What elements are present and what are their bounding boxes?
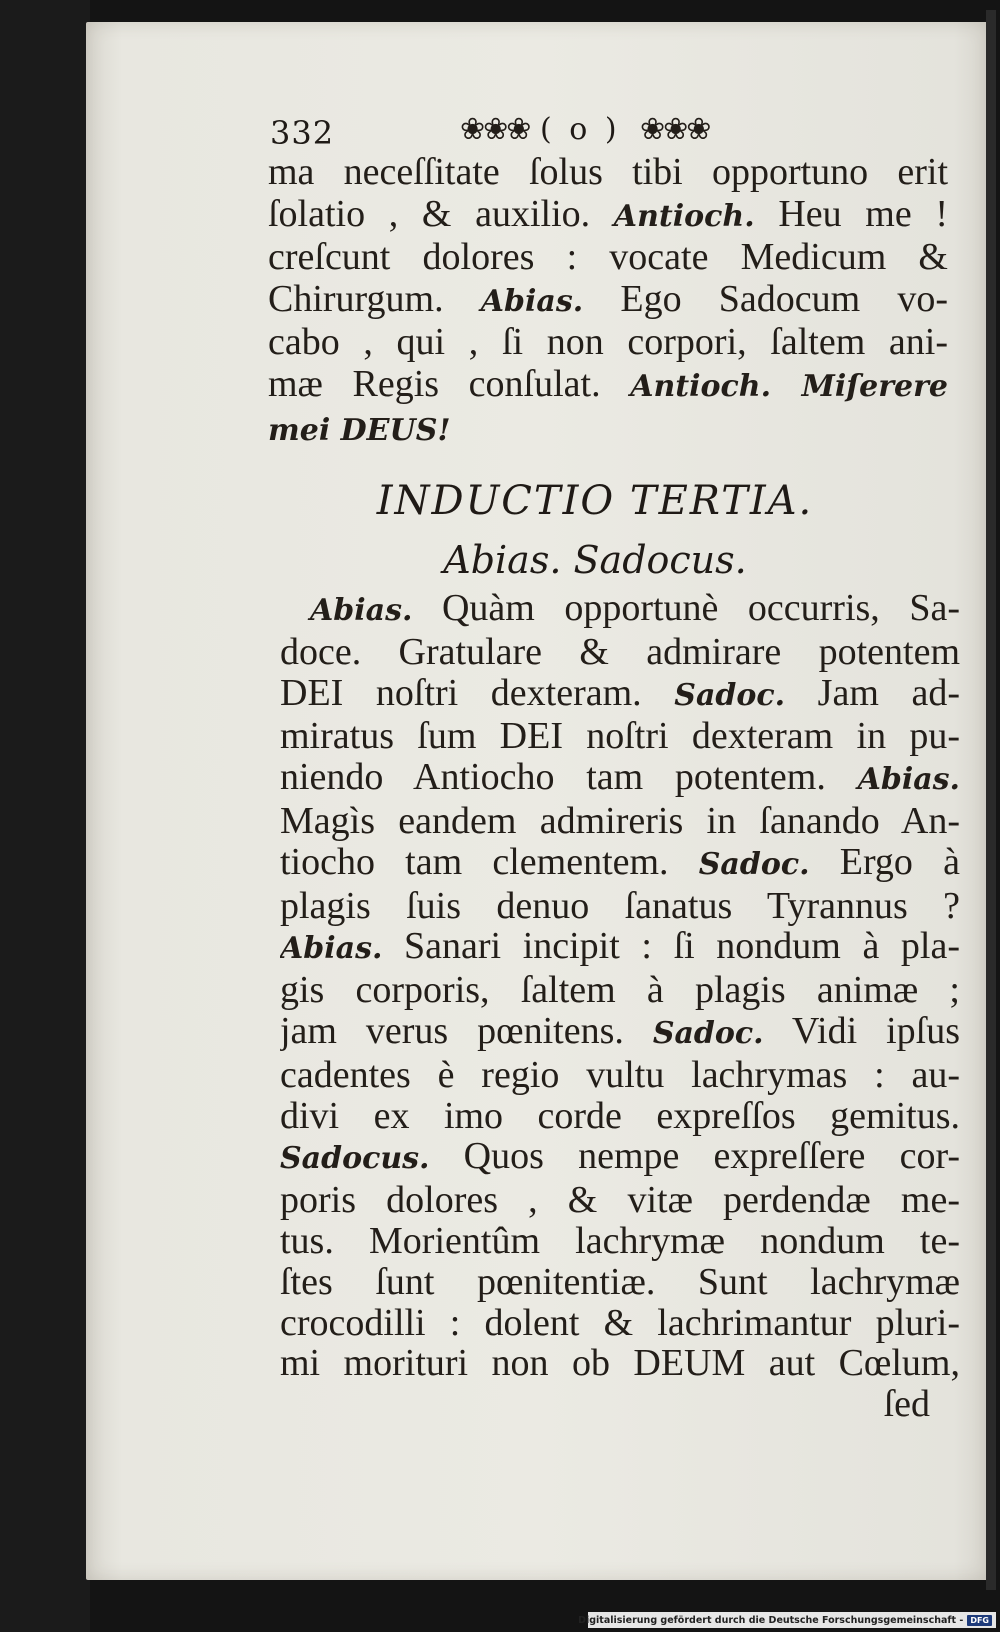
text-line [280, 588, 960, 632]
line-text: Heu me ! [754, 193, 948, 235]
line-text: tiocho tam clementem. [280, 841, 699, 883]
footer-banner [578, 1612, 996, 1628]
line-text: mi morituri non ob DEUM aut Cœlum, [280, 1343, 960, 1385]
speaker-name: Abias. [480, 283, 584, 319]
line-text: jam verus pœnitens. [280, 1010, 653, 1052]
line-text: ſolatio , & auxilio. [268, 193, 614, 235]
line-text: creſcunt dolores : vocate Medicum & [268, 237, 948, 279]
line-text: mei DEUS! [268, 412, 451, 448]
text-line [280, 842, 960, 886]
speaker-name: Sadoc. [674, 677, 786, 713]
line-text: gis corporis, ſaltem à plagis animæ ; [280, 970, 960, 1011]
text-line [268, 364, 948, 408]
text-line [280, 1343, 960, 1384]
line-text: Ergo à [809, 841, 960, 883]
line-text: Chirurgum. [268, 278, 481, 320]
speaker-name: Abias. [857, 762, 960, 798]
text-line [280, 757, 960, 801]
text-line [280, 1096, 960, 1137]
speaker-name: Sadoc. [698, 846, 810, 882]
speaker-name: Antioch. [613, 198, 755, 234]
text-line [280, 632, 960, 673]
text-line [280, 716, 960, 757]
text-line [280, 673, 960, 717]
line-text: Magìs eandem admireris in ſanando An- [280, 800, 960, 842]
line-text: niendo Antiocho tam potentem. [280, 757, 858, 799]
text-line [268, 152, 948, 194]
line-text: Ego Sadocum vo- [583, 278, 948, 320]
line-text: mæ Regis conſulat. [268, 363, 631, 405]
line-text: Quos nempe expreſſere cor- [429, 1136, 960, 1178]
ornament-left-icon: ❀❀❀ [460, 112, 530, 147]
line-text: ma neceſſitate ſolus tibi opportuno erit [268, 152, 948, 193]
line-text: divi ex imo corde expreſſos gemitus. [280, 1095, 960, 1137]
text-line [280, 970, 960, 1011]
footer-text: Digitalisierung gefördert durch die Deutsche Forschungsgemeinschaft - [578, 1614, 964, 1626]
speaker-name: Antioch. [630, 368, 772, 404]
speaker-name: Sadoc. [652, 1015, 764, 1051]
line-text: plagis ſuis denuo ſanatus Tyrannus ? [280, 885, 960, 927]
line-text: cadentes è regio vultu lachrymas : au- [280, 1054, 960, 1096]
line-text: Miſerere [771, 368, 948, 404]
speaker-name: Sadocus. [280, 1141, 430, 1177]
text-line [268, 237, 948, 279]
text-line [280, 1262, 960, 1303]
text-line [280, 1055, 960, 1096]
text-line [280, 1303, 960, 1344]
text-line [268, 279, 948, 323]
line-text: cabo , qui , ſi non corpori, ſaltem ani- [268, 322, 948, 364]
line-text: crocodilli : dolent & lachrimantur pluri- [280, 1302, 960, 1344]
line-text: Vidi ipſus [763, 1010, 960, 1052]
line-text: ſtes ſunt pœnitentiæ. Sunt lachrymæ [280, 1261, 960, 1303]
page-edge [986, 10, 996, 1590]
text-line [280, 801, 960, 842]
section-persons: Abias. Sadocus. [443, 538, 747, 582]
line-text: Quàm opportunè occurris, Sa- [412, 588, 960, 629]
speaker-name: Abias. [310, 593, 413, 628]
page-number: 332 [270, 114, 335, 152]
line-text: Jam ad- [785, 672, 960, 714]
text-line [268, 194, 948, 238]
dialogue-top [268, 152, 948, 451]
text-line [268, 408, 948, 452]
text-line [280, 926, 960, 970]
line-text: Sanari incipit : ſi nondum à pla- [382, 926, 960, 968]
dfg-logo: DFG [967, 1615, 992, 1626]
header-center-mark: ( o ) [540, 112, 621, 147]
text-line [280, 886, 960, 927]
text-line [280, 1136, 960, 1180]
ornament-right-icon: ❀❀❀ [640, 112, 710, 147]
text-line [280, 1221, 960, 1262]
line-text: tus. Morientûm lachrymæ nondum te- [280, 1220, 960, 1262]
line-text: doce. Gratulare & admirare potentem [280, 631, 960, 673]
speaker-name: Abias. [280, 931, 383, 967]
line-text: DEI noſtri dexteram. [280, 672, 675, 714]
scan-background [0, 0, 90, 1632]
dialogue-body [280, 588, 960, 1425]
text-line [280, 1011, 960, 1055]
line-text: poris dolores , & vitæ perdendæ me- [280, 1180, 960, 1221]
text-line [268, 322, 948, 364]
section-heading: INDUCTIO TERTIA. [376, 478, 814, 524]
line-text: miratus ſum DEI noſtri dexteram in pu- [280, 716, 960, 758]
catchword: ſed [883, 1384, 930, 1425]
text-line [280, 1180, 960, 1221]
